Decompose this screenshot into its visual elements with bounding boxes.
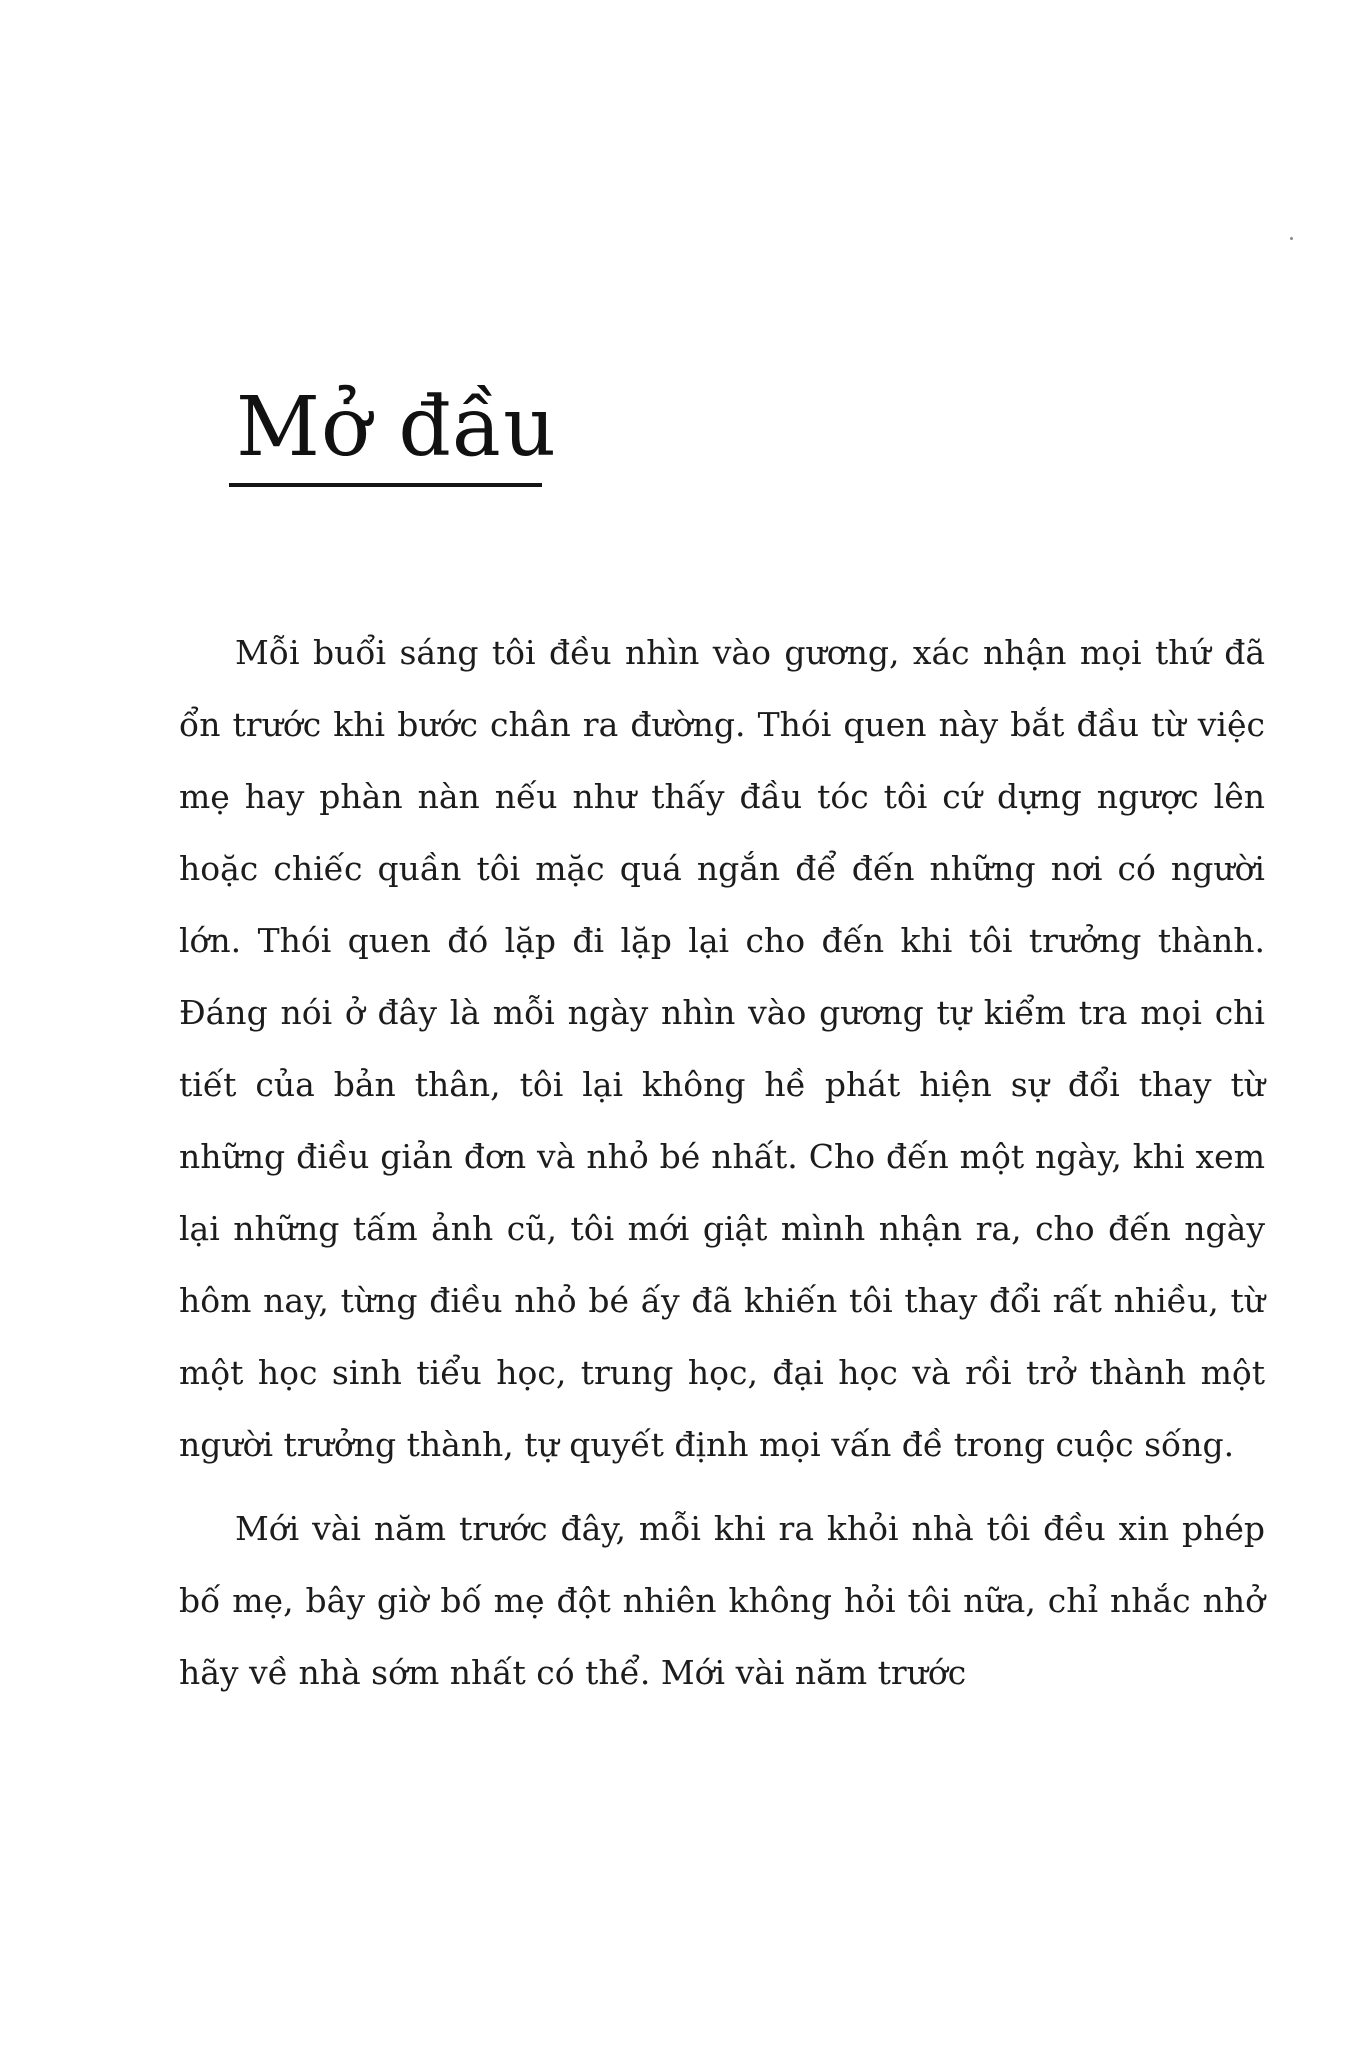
paragraph-2: Mới vài năm trước đây, mỗi khi ra khỏi nhà tôi đều xin phép bố mẹ, bây giờ bố mẹ đột nhiên không hỏi tôi nữa, chỉ nhắc nhở hãy về nhà sớm nhất có thể. Mới vài năm trước bbox=[179, 1509, 1265, 1692]
chapter-body bbox=[179, 617, 1265, 1709]
title-underline bbox=[229, 483, 542, 487]
paragraph-1: Mỗi buổi sáng tôi đều nhìn vào gương, xác nhận mọi thứ đã ổn trước khi bước chân ra đường. Thói quen này bắt đầu từ việc mẹ hay phàn nàn nếu như thấy đầu tóc tôi cứ dựng ngược lên hoặc chiếc quần tôi mặc quá ngắn để đến những nơi có người lớn. Thói quen đó lặp đi lặp lại cho đến khi tôi trưởng thành. Đáng nói ở đây là mỗi ngày nhìn vào gương tự kiểm tra mọi chi tiết của bản thân, tôi lại không hề phát hiện sự đổi thay từ những điều giản đơn và nhỏ bé nhất. Cho đến một ngày, khi xem lại những tấm ảnh cũ, tôi mới giật mình nhận ra, cho đến ngày hôm nay, từng điều nhỏ bé ấy đã khiến tôi thay đổi rất nhiều, từ một học sinh tiểu học, trung học, đại học và rồi trở thành một người trưởng thành, tự quyết định mọi vấn đề trong cuộc sống. bbox=[179, 633, 1265, 1464]
paper-speck bbox=[1290, 237, 1293, 240]
chapter-title: Mở đầu bbox=[236, 380, 557, 475]
